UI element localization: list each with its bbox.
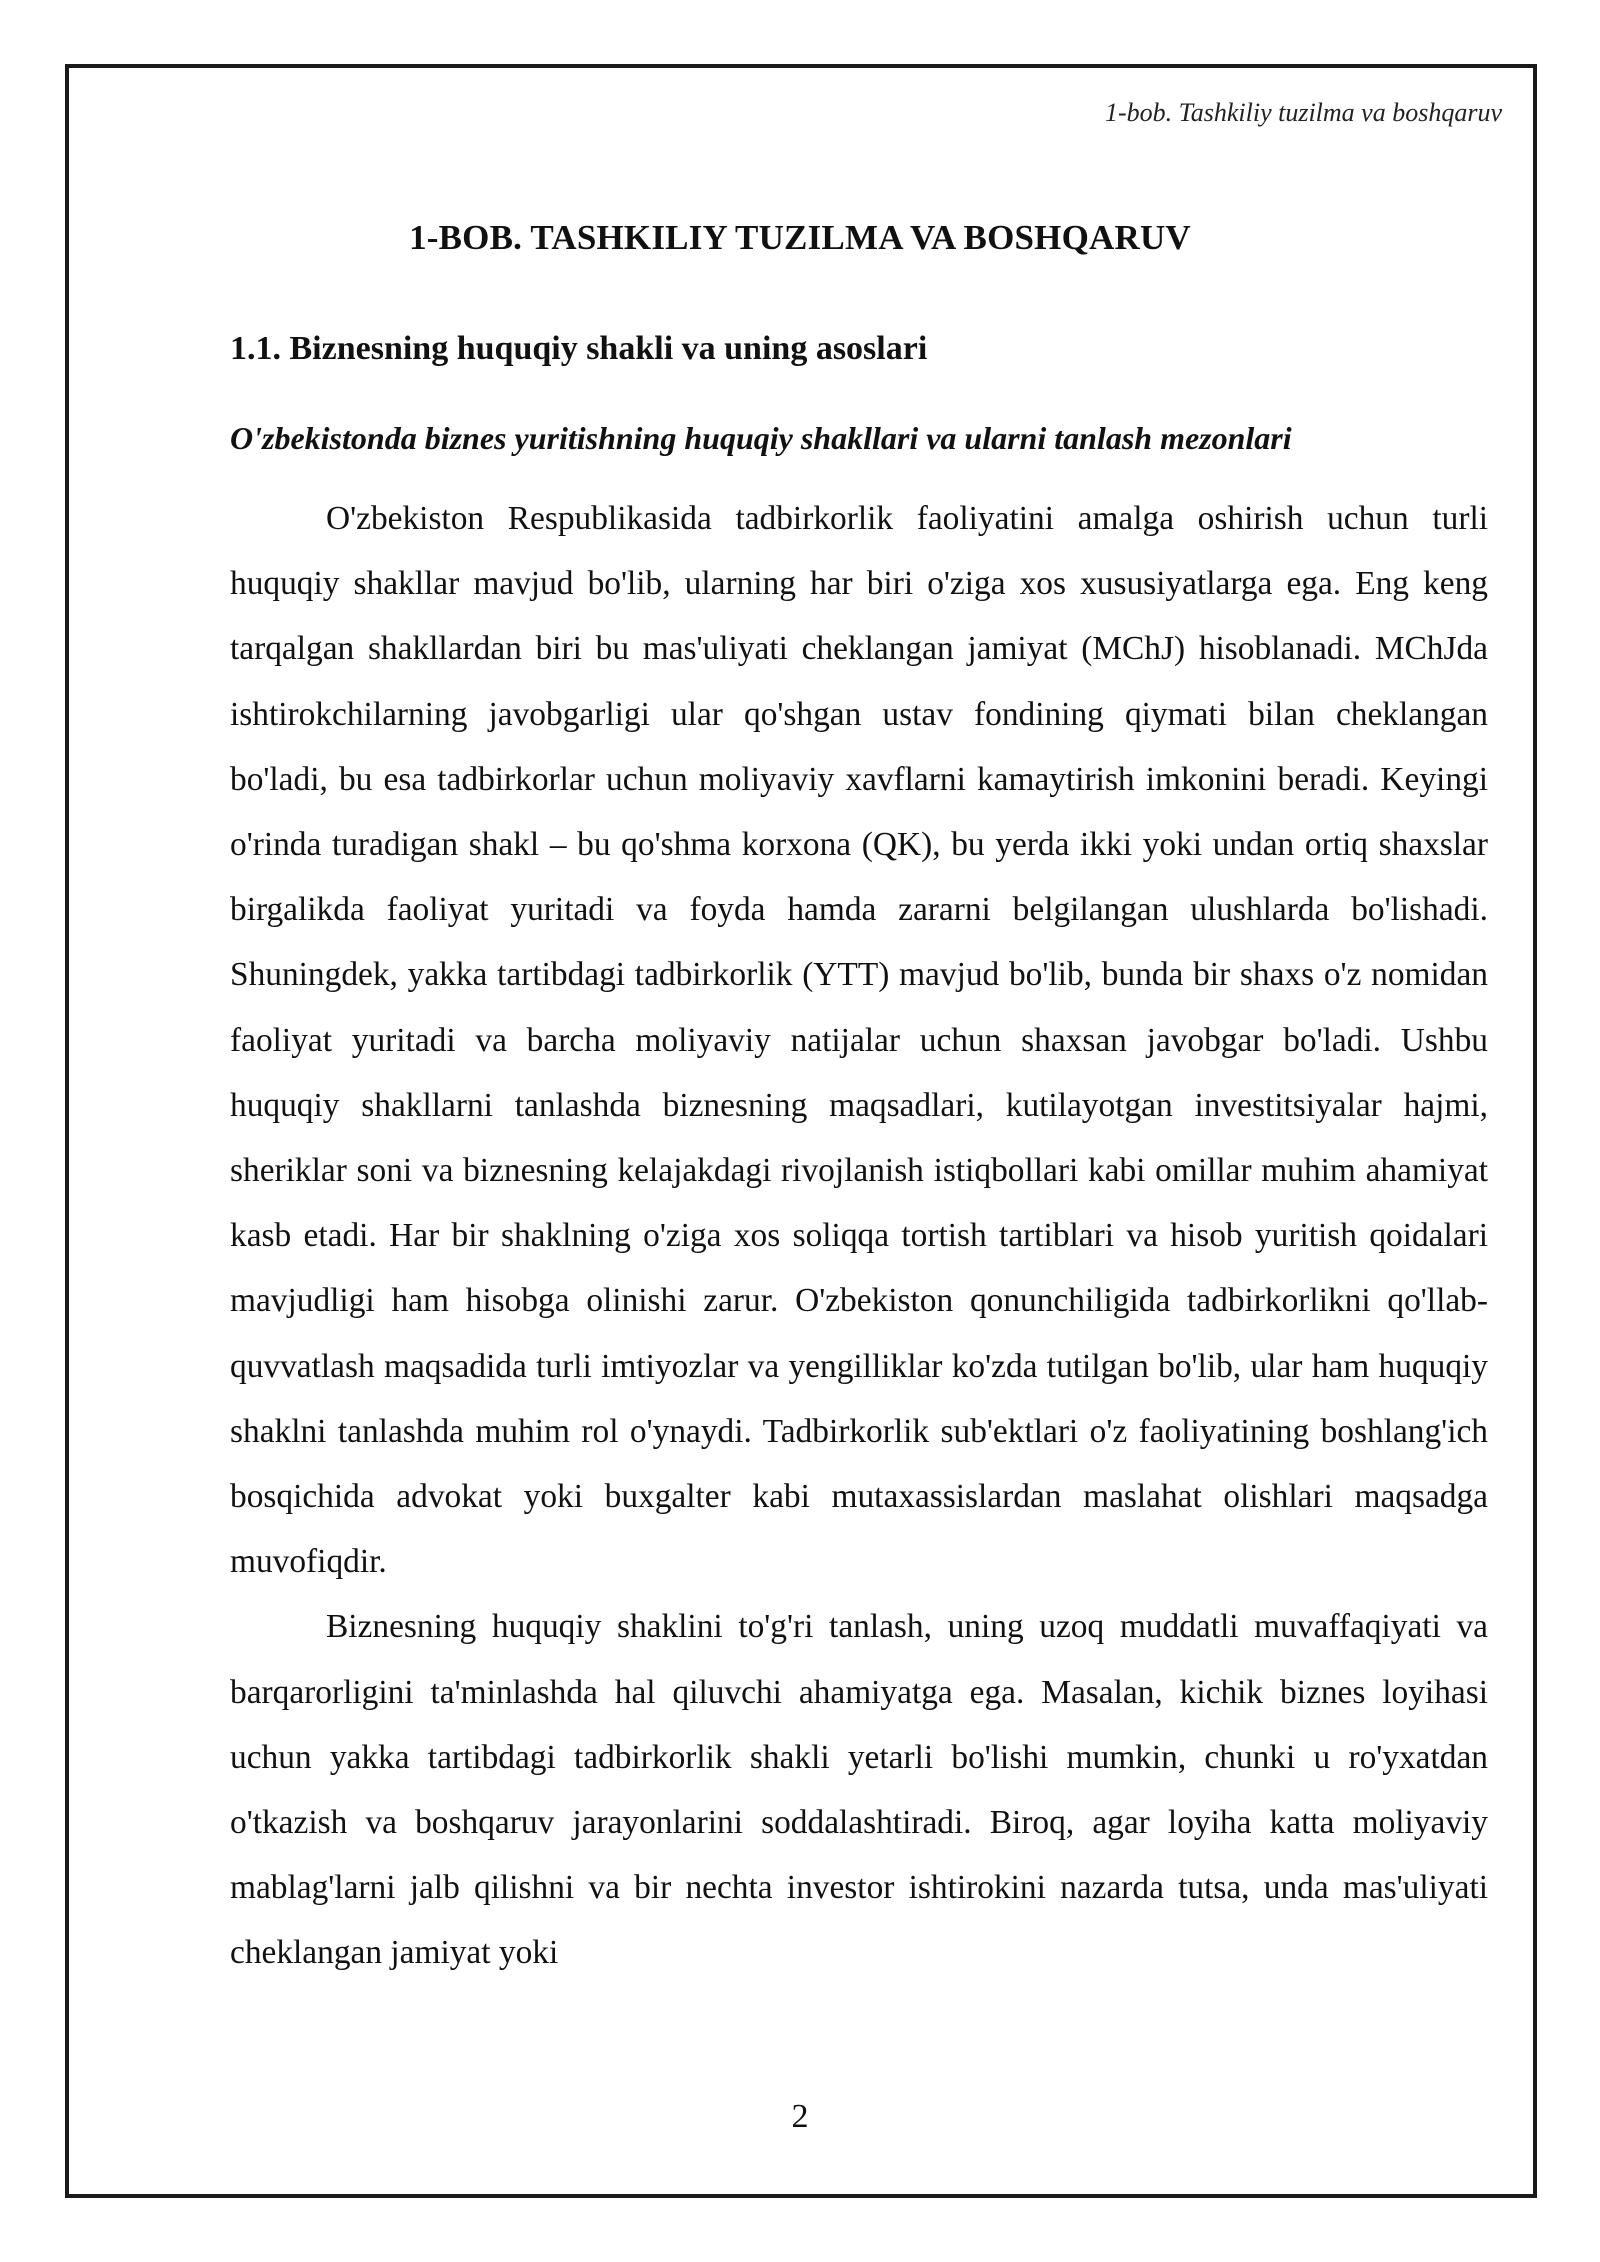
section-title: 1.1. Biznesning huquqiy shakli va uning asoslari <box>230 330 928 367</box>
running-header: 1-bob. Tashkiliy tuzilma va boshqaruv <box>1105 98 1502 127</box>
body-text <box>230 486 1488 1986</box>
subsection-title: O'zbekistonda biznes yuritishning huquqiy shakllari va ularni tanlash mezonlari <box>230 420 1292 456</box>
chapter-title: 1-BOB. TASHKILIY TUZILMA VA BOSHQARUV <box>409 218 1191 257</box>
page-number: 2 <box>791 2098 809 2135</box>
paragraph: O'zbekiston Respublikasida tadbirkorlik faoliyatini amalga oshirish uchun turli huquqiy shakllar mavjud bo'lib, ularning har biri o'ziga xos xususiyatlarga ega. Eng keng tarqalgan shakllardan biri bu mas'uliyati cheklangan jamiyat (MChJ) hisoblanadi. MChJda ishtirokchilarning javobgarligi ular qo'shgan ustav fondining qiymati bilan cheklangan bo'ladi, bu esa tadbirkorlar uchun moliyaviy xavflarni kamaytirish imkonini beradi. Keyingi o'rinda turadigan shakl – bu qo'shma korxona (QK), bu yerda ikki yoki undan ortiq shaxslar birgalikda faoliyat yuritadi va foyda hamda zararni belgilangan ulushlarda bo'lishadi. Shuningdek, yakka tartibdagi tadbirkorlik (YTT) mavjud bo'lib, bunda bir shaxs o'z nomidan faoliyat yuritadi va barcha moliyaviy natijalar uchun shaxsan javobgar bo'ladi. Ushbu huquqiy shakllarni tanlashda biznesning maqsadlari, kutilayotgan investitsiyalar hajmi, sheriklar soni va biznesning kelajakdagi rivojlanish istiqbollari kabi omillar muhim ahamiyat kasb etadi. Har bir shaklning o'ziga xos soliqqa tortish tartiblari va hisob yuritish qoidalari mavjudligi ham hisobga olinishi zarur. O'zbekiston qonunchiligida tadbirkorlikni qo'llab-quvvatlash maqsadida turli imtiyozlar va yengilliklar ko'zda tutilgan bo'lib, ular ham huquqiy shaklni tanlashda muhim rol o'ynaydi. Tadbirkorlik sub'ektlari o'z faoliyatining boshlang'ich bosqichida advokat yoki buxgalter kabi mutaxassislardan maslahat olishlari maqsadga muvofiqdir. <box>230 500 1488 1581</box>
paragraph: Biznesning huquqiy shaklini to'g'ri tanlash, uning uzoq muddatli muvaffaqiyati va barqarorligini ta'minlashda hal qiluvchi ahamiyatga ega. Masalan, kichik biznes loyihasi uchun yakka tartibdagi tadbirkorlik shakli yetarli bo'lishi mumkin, chunki u ro'yxatdan o'tkazish va boshqaruv jarayonlarini soddalashtiradi. Biroq, agar loyiha katta moliyaviy mablag'larni jalb qilishni va bir nechta investor ishtirokini nazarda tutsa, unda mas'uliyati cheklangan jamiyat yoki <box>230 1608 1488 1972</box>
